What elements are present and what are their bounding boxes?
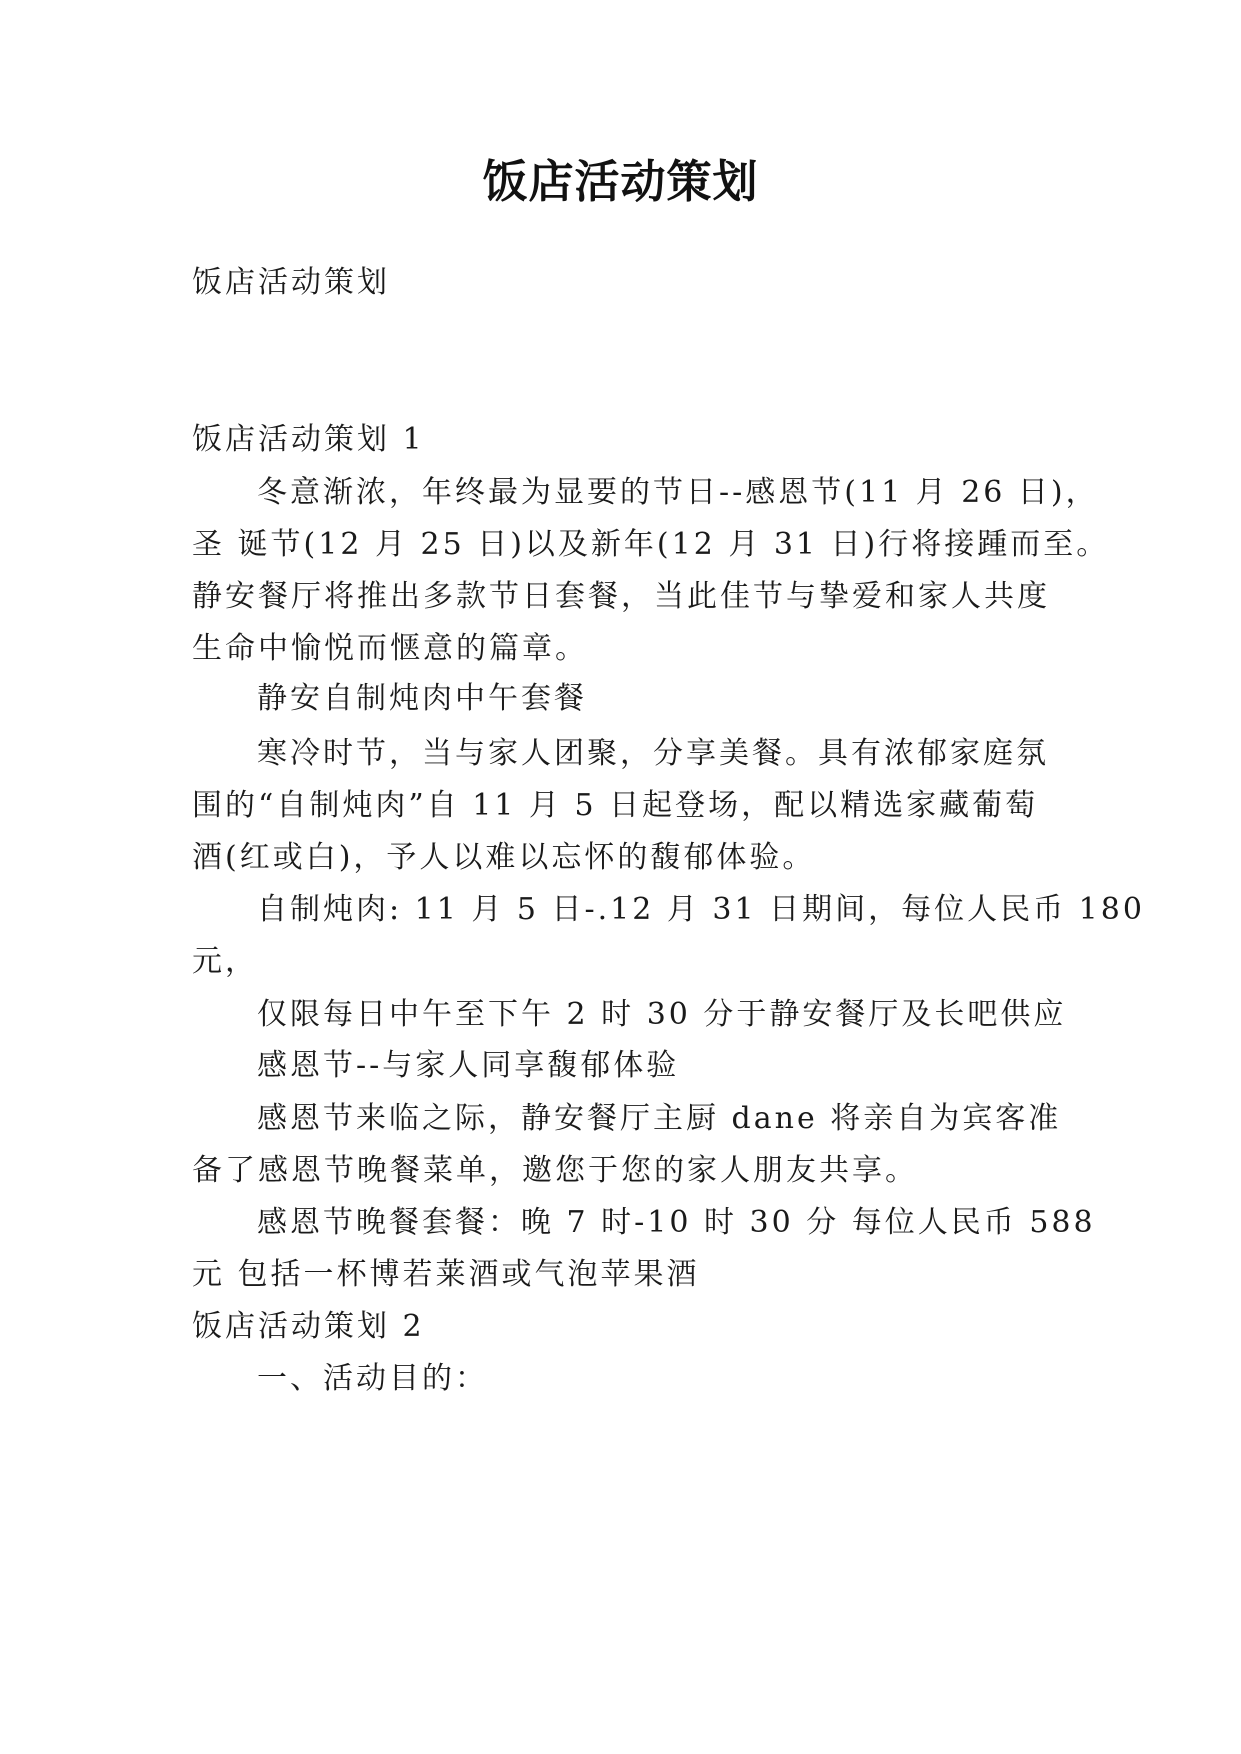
paragraph-line: 生命中愉悦而惬意的篇章。 (192, 631, 588, 666)
document-subtitle: 饭店活动策划 (192, 265, 390, 300)
paragraph-line: 圣 诞节(12 月 25 日)以及新年(12 月 31 日)行将接踵而至。 (192, 527, 1110, 562)
section-heading: 饭店活动策划 1 (192, 422, 425, 457)
paragraph-line: 静安自制炖肉中午套餐 (257, 681, 587, 716)
paragraph-line: 一、活动目的： (257, 1361, 488, 1396)
paragraph-line: 感恩节晚餐套餐：晚 7 时-10 时 30 分 每位人民币 588 (257, 1205, 1096, 1240)
paragraph-line: 仅限每日中午至下午 2 时 30 分于静安餐厅及长吧供应 (257, 997, 1067, 1032)
paragraph-line: 自制炖肉: 11 月 5 日-.12 月 31 日期间，每位人民币 180 (257, 892, 1145, 927)
paragraph-line: 感恩节来临之际，静安餐厅主厨 dane 将亲自为宾客准 (257, 1101, 1062, 1136)
paragraph-line: 备了感恩节晚餐菜单，邀您于您的家人朋友共享。 (192, 1153, 918, 1188)
paragraph-line: 元 包括一杯博若莱酒或气泡苹果酒 (192, 1257, 700, 1292)
paragraph-line: 酒(红或白)，予人以难以忘怀的馥郁体验。 (192, 840, 816, 875)
paragraph-line: 围的“自制炖肉”自 11 月 5 日起登场，配以精选家藏葡萄 (192, 788, 1039, 823)
paragraph-line: 寒冷时节，当与家人团聚，分享美餐。具有浓郁家庭氛 (257, 736, 1049, 771)
paragraph-line: 元， (192, 944, 258, 979)
section-heading: 饭店活动策划 2 (192, 1309, 425, 1344)
paragraph-line: 静安餐厅将推出多款节日套餐，当此佳节与挚爱和家人共度 (192, 579, 1050, 614)
paragraph-line: 冬意渐浓，年终最为显要的节日--感恩节(11 月 26 日)， (257, 475, 1099, 510)
document-title: 饭店活动策划 (482, 155, 759, 208)
paragraph-line: 感恩节--与家人同享馥郁体验 (257, 1048, 680, 1083)
